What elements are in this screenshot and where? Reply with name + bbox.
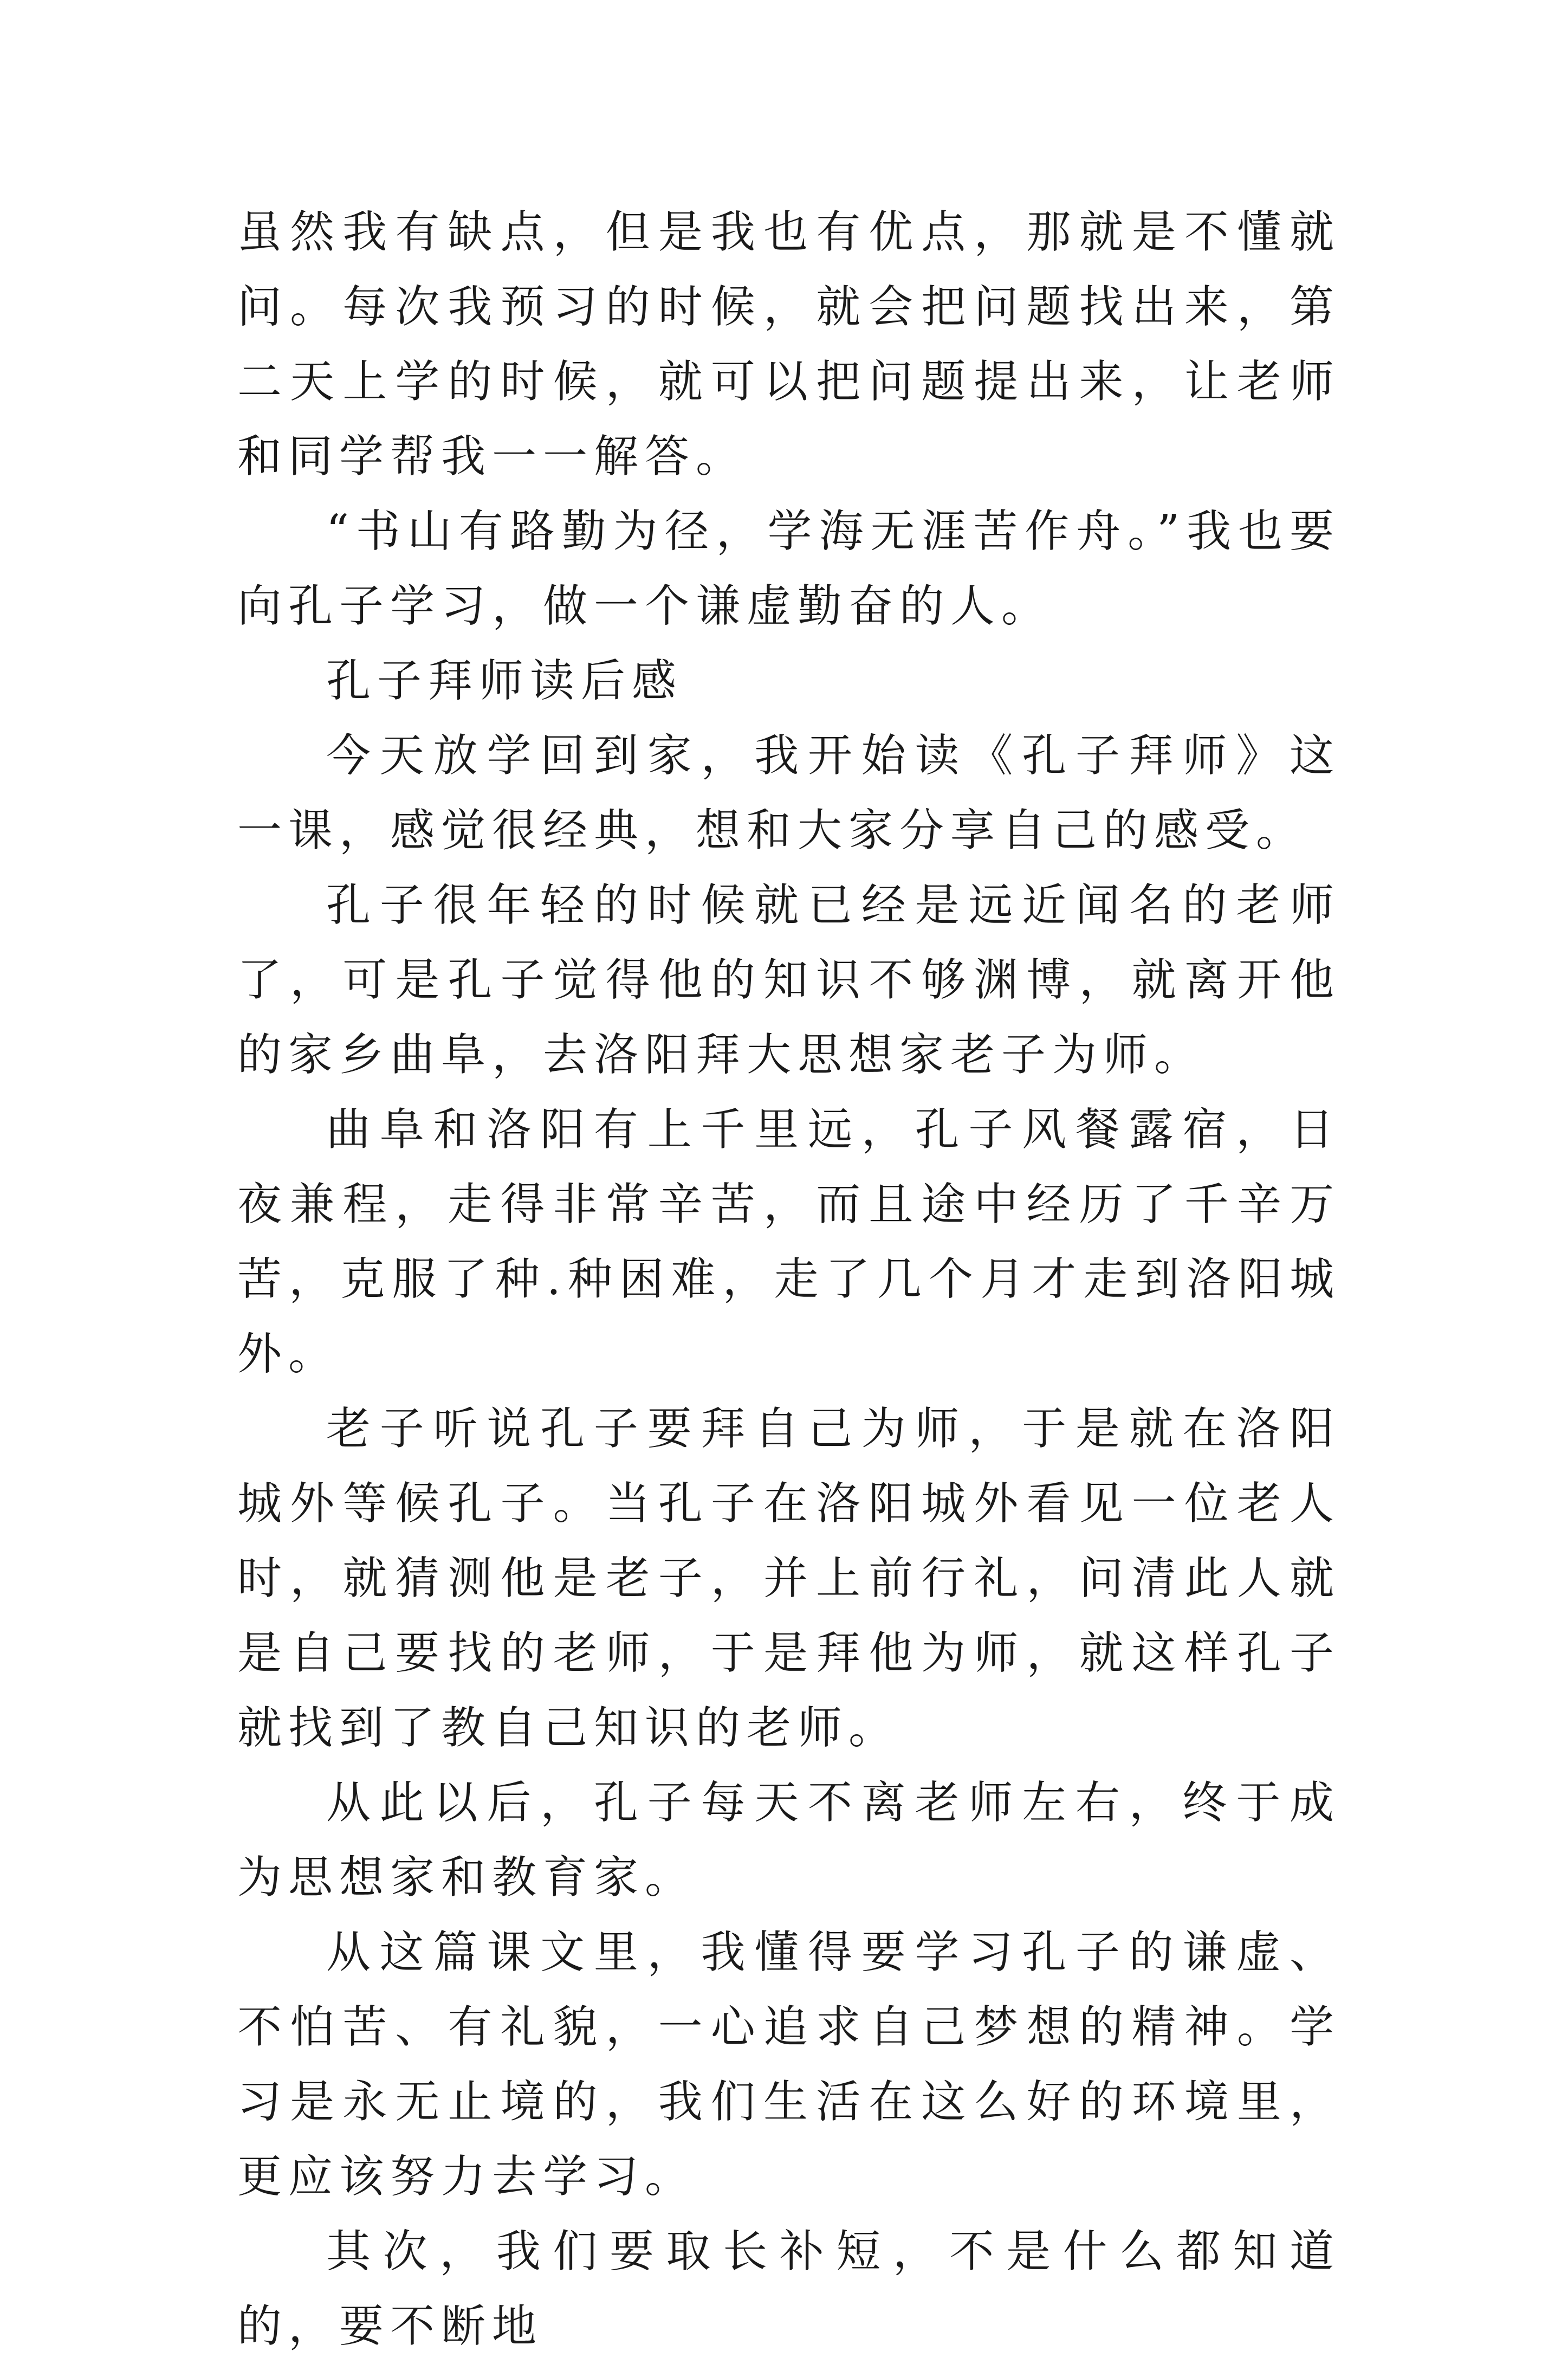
body-text (237, 195, 1340, 2364)
paragraph-meeting-laozi: 老子听说孔子要拜自己为师，于是就在洛阳城外等候孔子。当孔子在洛阳城外看见一位老人时，就猜测他是老子，并上前行礼，问清此人就是自己要找的老师，于是拜他为师，就这样孔子就找到了教自己知识的老师。 (237, 1403, 1340, 1754)
paragraph-afterwards: 从此以后，孔子每天不离老师左右，终于成为思想家和教育家。 (237, 1777, 1340, 1903)
paragraph-young-confucius: 孔子很年轻的时候就已经是远近闻名的老师了，可是孔子觉得他的知识不够渊博，就离开他的家乡曲阜，去洛阳拜大思想家老子为师。 (237, 880, 1340, 1081)
essay-title: 孔子拜师读后感 (326, 655, 683, 707)
paragraph-lesson: 从这篇课文里，我懂得要学习孔子的谦虚、不怕苦、有礼貌，一心追求自己梦想的精神。学习是永无止境的，我们生活在这么好的环境里，更应该努力去学习。 (237, 1927, 1340, 2202)
paragraph-strengths: 虽然我有缺点，但是我也有优点，那就是不懂就问。每次我预习的时候，就会把问题找出来，第二天上学的时候，就可以把问题提出来，让老师和同学帮我一一解答。 (237, 206, 1340, 482)
paragraph-proverb: “书山有路勤为径，学海无涯苦作舟。”我也要向孔子学习，做一个谦虚勤奋的人。 (237, 506, 1340, 632)
paragraph-secondly: 其次，我们要取长补短，不是什么都知道的，要不断地 (237, 2226, 1340, 2352)
paragraph-intro: 今天放学回到家，我开始读《孔子拜师》这一课，感觉很经典，想和大家分享自己的感受。 (237, 730, 1340, 856)
paragraph-journey: 曲阜和洛阳有上千里远，孔子风餐露宿，日夜兼程，走得非常辛苦，而且途中经历了千辛万苦，克服了种.种困难，走了几个月才走到洛阳城外。 (237, 1104, 1340, 1380)
